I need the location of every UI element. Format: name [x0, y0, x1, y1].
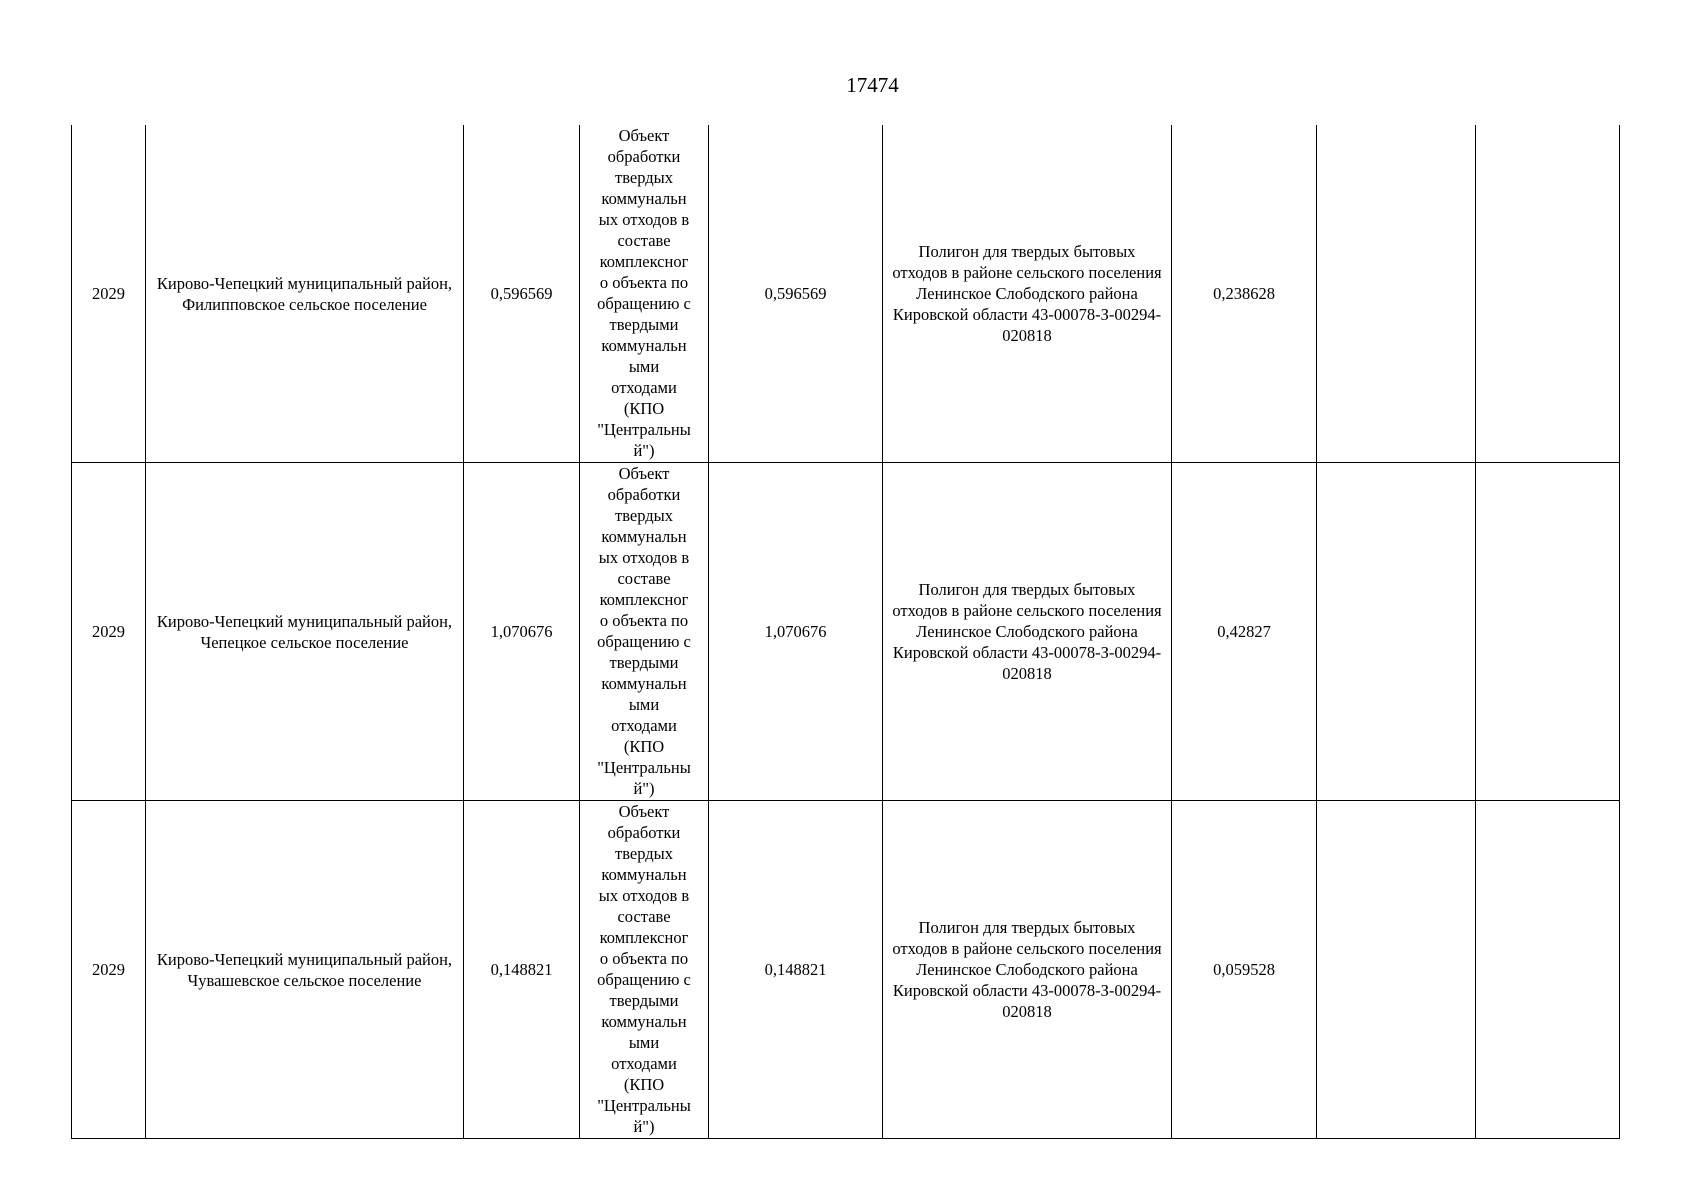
processing-object-line: твердых — [615, 844, 673, 863]
processing-object-line: твердых — [615, 506, 673, 525]
processing-object-line: ыми — [628, 1033, 660, 1052]
volume-cell: 0,596569 — [464, 125, 580, 463]
processing-object-cell — [580, 125, 709, 463]
processing-object-line: отходами — [611, 1054, 677, 1073]
processing-object-line: обработки — [607, 823, 681, 842]
processing-object-cell — [580, 463, 709, 801]
processing-object-line: Объект — [618, 464, 670, 483]
processing-object-line: коммунальн — [601, 1012, 687, 1031]
processing-object-line: "Центральны — [597, 1096, 691, 1115]
processing-object-line: коммунальн — [601, 189, 687, 208]
table-row — [72, 801, 1620, 1139]
volume-transferred-cell: 0,596569 — [709, 125, 883, 463]
processing-object-line: "Центральны — [597, 758, 691, 777]
processing-object-line: ыми — [628, 695, 660, 714]
processing-object-line: о объекта по — [599, 611, 689, 630]
processing-object-line: твердыми — [609, 653, 679, 672]
table-body — [72, 125, 1620, 1139]
processing-object-line: о объекта по — [599, 949, 689, 968]
processing-object-line: комплексног — [599, 252, 689, 271]
processing-object-line: обработки — [607, 147, 681, 166]
processing-object-line: твердыми — [609, 991, 679, 1010]
processing-object-line: й") — [633, 441, 655, 460]
processing-object-cell — [580, 801, 709, 1139]
year-cell: 2029 — [72, 463, 146, 801]
processing-object-line: (КПО — [623, 737, 665, 756]
processing-object-line: й") — [633, 779, 655, 798]
processing-object-line: обработки — [607, 485, 681, 504]
processing-object-line: Объект — [618, 802, 670, 821]
processing-object-line: отходами — [611, 378, 677, 397]
processing-object-line: Объект — [618, 126, 670, 145]
processing-object-line: коммунальн — [601, 527, 687, 546]
processing-object-line: составе — [617, 907, 671, 926]
processing-object-line: коммунальн — [601, 865, 687, 884]
processing-object-line: коммунальн — [601, 674, 687, 693]
processing-object-line: ых отходов в — [598, 548, 690, 567]
table-row — [72, 463, 1620, 801]
empty-cell — [1476, 463, 1620, 801]
residual-volume-cell: 0,059528 — [1172, 801, 1317, 1139]
waste-flow-table — [71, 125, 1620, 1139]
volume-transferred-cell: 0,148821 — [709, 801, 883, 1139]
empty-cell — [1317, 125, 1476, 463]
volume-cell: 1,070676 — [464, 463, 580, 801]
municipality-cell: Кирово-Чепецкий муниципальный район, Чепецкое сельское поселение — [146, 463, 464, 801]
volume-cell: 0,148821 — [464, 801, 580, 1139]
volume-transferred-cell: 1,070676 — [709, 463, 883, 801]
processing-object-line: комплексног — [599, 590, 689, 609]
year-cell: 2029 — [72, 125, 146, 463]
table-row — [72, 125, 1620, 463]
processing-object-line: твердыми — [609, 315, 679, 334]
processing-object-line: й") — [633, 1117, 655, 1136]
year-cell: 2029 — [72, 801, 146, 1139]
residual-volume-cell: 0,238628 — [1172, 125, 1317, 463]
municipality-cell: Кирово-Чепецкий муниципальный район, Чувашевское сельское поселение — [146, 801, 464, 1139]
landfill-cell: Полигон для твердых бытовых отходов в районе сельского поселения Ленинское Слободского района Кировской области 43-00078-З-00294-020818 — [883, 125, 1172, 463]
empty-cell — [1476, 125, 1620, 463]
processing-object-line: ыми — [628, 357, 660, 376]
processing-object-line: "Центральны — [597, 420, 691, 439]
processing-object-line: ых отходов в — [598, 210, 690, 229]
processing-object-line: комплексног — [599, 928, 689, 947]
processing-object-line: отходами — [611, 716, 677, 735]
processing-object-line: ых отходов в — [598, 886, 690, 905]
processing-object-line: о объекта по — [599, 273, 689, 292]
processing-object-line: коммунальн — [601, 336, 687, 355]
residual-volume-cell: 0,42827 — [1172, 463, 1317, 801]
processing-object-line: составе — [617, 569, 671, 588]
municipality-cell: Кирово-Чепецкий муниципальный район, Филипповское сельское поселение — [146, 125, 464, 463]
empty-cell — [1317, 801, 1476, 1139]
empty-cell — [1317, 463, 1476, 801]
processing-object-line: (КПО — [623, 399, 665, 418]
landfill-cell: Полигон для твердых бытовых отходов в районе сельского поселения Ленинское Слободского района Кировской области 43-00078-З-00294-020818 — [883, 463, 1172, 801]
processing-object-line: обращению с — [597, 294, 691, 313]
processing-object-line: (КПО — [623, 1075, 665, 1094]
processing-object-line: твердых — [615, 168, 673, 187]
page-number: 17474 — [846, 73, 899, 97]
processing-object-line: обращению с — [597, 632, 691, 651]
processing-object-line: обращению с — [597, 970, 691, 989]
empty-cell — [1476, 801, 1620, 1139]
landfill-cell: Полигон для твердых бытовых отходов в районе сельского поселения Ленинское Слободского района Кировской области 43-00078-З-00294-020818 — [883, 801, 1172, 1139]
processing-object-line: составе — [617, 231, 671, 250]
